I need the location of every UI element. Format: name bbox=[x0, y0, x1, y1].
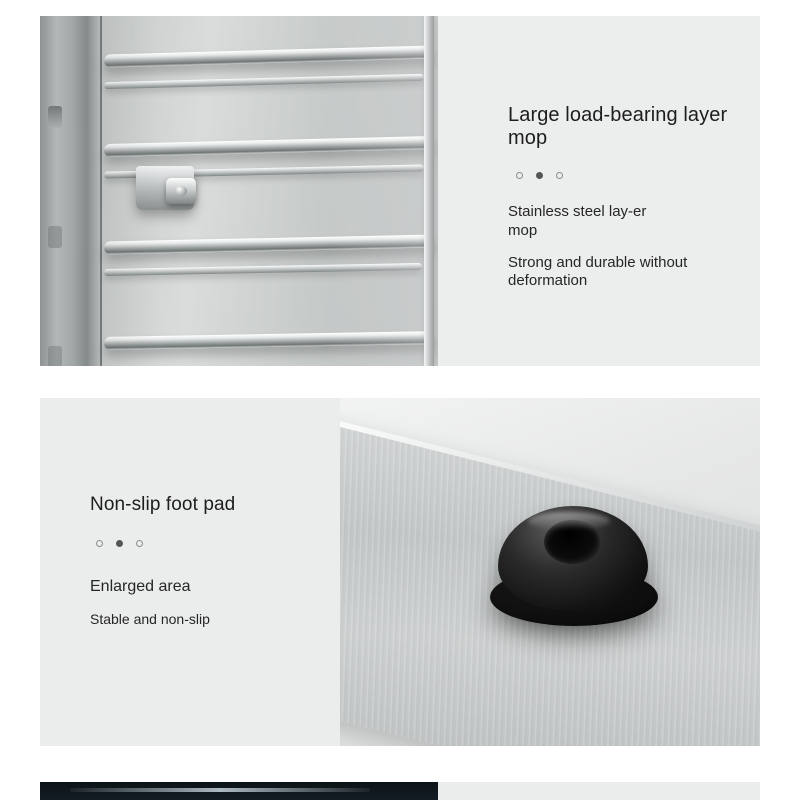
dot-indicator-2 bbox=[116, 540, 123, 547]
panel-headline: Non-slip foot pad bbox=[90, 494, 236, 515]
panel-load-bearing-text bbox=[438, 16, 760, 366]
shelf-photo bbox=[40, 16, 438, 366]
dot-indicator-1 bbox=[96, 540, 103, 547]
panel-dot-indicator bbox=[516, 172, 760, 179]
foot-pad-photo bbox=[340, 398, 760, 746]
dark-cabinet-photo bbox=[40, 782, 438, 800]
foot-pad-highlight bbox=[528, 512, 610, 530]
panel-subtext-primary: Stainless steel lay-er mop bbox=[508, 203, 647, 239]
rubber-foot-pad bbox=[498, 506, 648, 628]
panel-subtext-secondary: Strong and durable without deformation bbox=[508, 253, 688, 290]
panel-bottom-partial bbox=[40, 782, 760, 800]
panel-load-bearing bbox=[40, 16, 760, 366]
dot-indicator-2 bbox=[536, 172, 543, 179]
panel-subtext-secondary: Stable and non-slip bbox=[90, 610, 210, 627]
panel-subtext-primary: Enlarged area bbox=[90, 578, 191, 596]
dot-indicator-3 bbox=[556, 172, 563, 179]
dot-indicator-1 bbox=[516, 172, 523, 179]
dot-indicator-3 bbox=[136, 540, 143, 547]
photo-shading-overlay bbox=[40, 16, 438, 366]
panel-foot-pad bbox=[40, 398, 760, 746]
metal-glint bbox=[70, 788, 370, 792]
panel-headline: Large load-bearing layer mop bbox=[508, 104, 728, 150]
